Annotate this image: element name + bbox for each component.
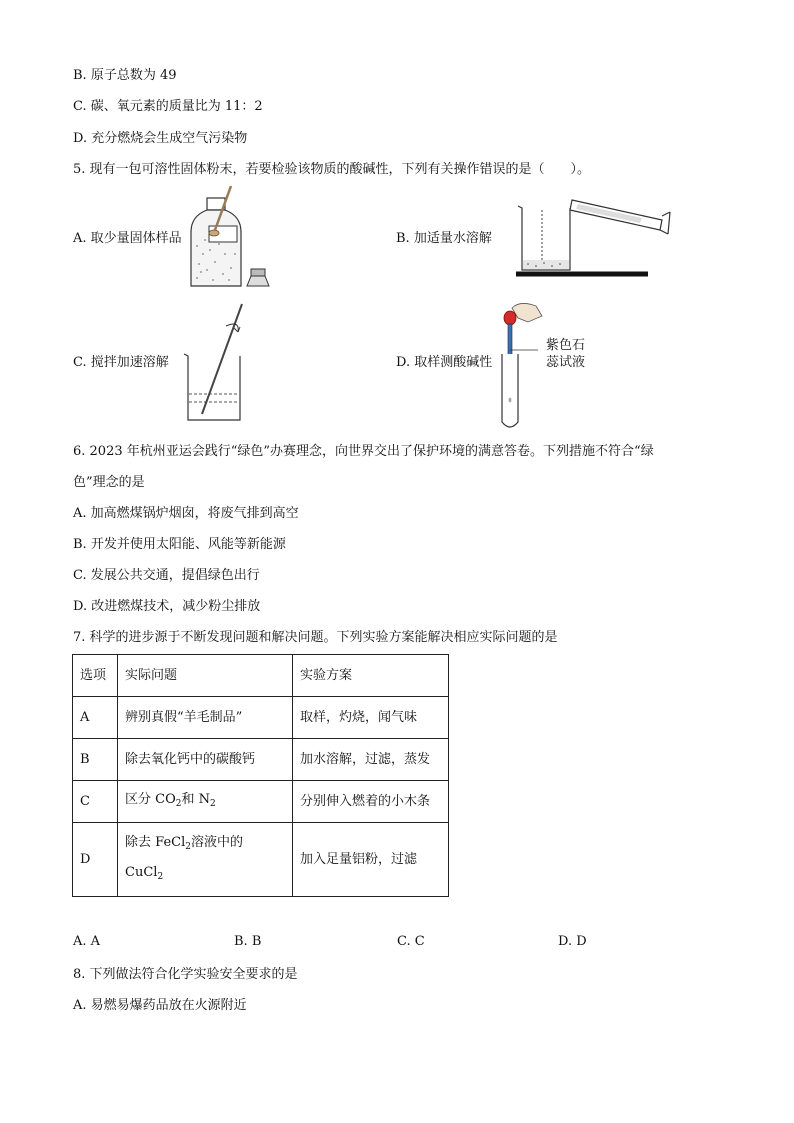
q7-answer-d: D. D bbox=[558, 934, 587, 949]
q4-option-b: B. 原子总数为 49 bbox=[73, 68, 177, 83]
table-header-row bbox=[73, 655, 449, 697]
reagent-bottle-illustration bbox=[185, 184, 285, 292]
row-plan: 取样，灼烧，闻气味 bbox=[293, 697, 449, 739]
q7-answer-a: A. A bbox=[73, 934, 101, 949]
q7-stem: 7. 科学的进步源于不断发现问题和解决问题。下列实验方案能解决相应实际问题的是 bbox=[73, 630, 558, 645]
row-option: D bbox=[73, 823, 118, 897]
q5-option-a: A. 取少量固体样品 bbox=[73, 231, 182, 246]
q6-option-a: A. 加高燃煤锅炉烟囱，将废气排到高空 bbox=[73, 506, 299, 521]
q4-option-d: D. 充分燃烧会生成空气污染物 bbox=[73, 131, 248, 146]
q6-option-c: C. 发展公共交通，提倡绿色出行 bbox=[73, 568, 260, 583]
q7-answer-b: B. B bbox=[234, 934, 262, 949]
table-row bbox=[73, 823, 449, 897]
row-option: B bbox=[73, 739, 118, 781]
reagent-label-line2: 蕊试液 bbox=[546, 355, 586, 370]
row-problem: 辨别真假“羊毛制品” bbox=[118, 697, 293, 739]
pouring-water-illustration bbox=[512, 186, 672, 280]
q7-answer-c: C. C bbox=[397, 934, 425, 949]
row-option: C bbox=[73, 781, 118, 823]
q6-stem-line2: 色”理念的是 bbox=[73, 475, 145, 490]
q5-option-d: D. 取样测酸碱性 bbox=[396, 355, 493, 370]
row-problem: 除去氧化钙中的碳酸钙 bbox=[118, 739, 293, 781]
q8-stem: 8. 下列做法符合化学实验安全要求的是 bbox=[73, 967, 298, 982]
row-problem: 除去 FeCl$_2$溶液中的 CuCl$_2$ bbox=[118, 823, 293, 897]
header-option: 选项 bbox=[73, 655, 118, 697]
header-problem: 实际问题 bbox=[118, 655, 293, 697]
q5-option-b: B. 加适量水溶解 bbox=[396, 231, 492, 246]
q4-option-c: C. 碳、氧元素的质量比为 11：2 bbox=[73, 99, 263, 114]
row-plan: 分别伸入燃着的小木条 bbox=[293, 781, 449, 823]
table-row bbox=[73, 739, 449, 781]
dropper-test-tube-illustration bbox=[498, 300, 548, 432]
row-option: A bbox=[73, 697, 118, 739]
row-plan: 加水溶解，过滤，蒸发 bbox=[293, 739, 449, 781]
q5-option-c: C. 搅拌加速溶解 bbox=[73, 355, 169, 370]
reagent-label-line1: 紫色石 bbox=[546, 338, 586, 353]
table-row bbox=[73, 697, 449, 739]
q8-option-a: A. 易燃易爆药品放在火源附近 bbox=[73, 998, 247, 1013]
q6-option-d: D. 改进燃煤技术，减少粉尘排放 bbox=[73, 599, 261, 614]
row-plan: 加入足量铝粉，过滤 bbox=[293, 823, 449, 897]
row-problem: 区分 $CO_2$和 $N_2$ bbox=[118, 781, 293, 823]
stirring-illustration bbox=[182, 302, 262, 424]
q7-table bbox=[72, 654, 449, 897]
table-row bbox=[73, 781, 449, 823]
header-plan: 实验方案 bbox=[293, 655, 449, 697]
q6-option-b: B. 开发并使用太阳能、风能等新能源 bbox=[73, 537, 286, 552]
q6-stem-line1: 6. 2023 年杭州亚运会践行“绿色”办赛理念，向世界交出了保护环境的满意答卷。下列措施不符合“绿 bbox=[73, 444, 654, 459]
q5-stem: 5. 现有一包可溶性固体粉末，若要检验该物质的酸碱性，下列有关操作错误的是（ ）。 bbox=[73, 162, 591, 177]
